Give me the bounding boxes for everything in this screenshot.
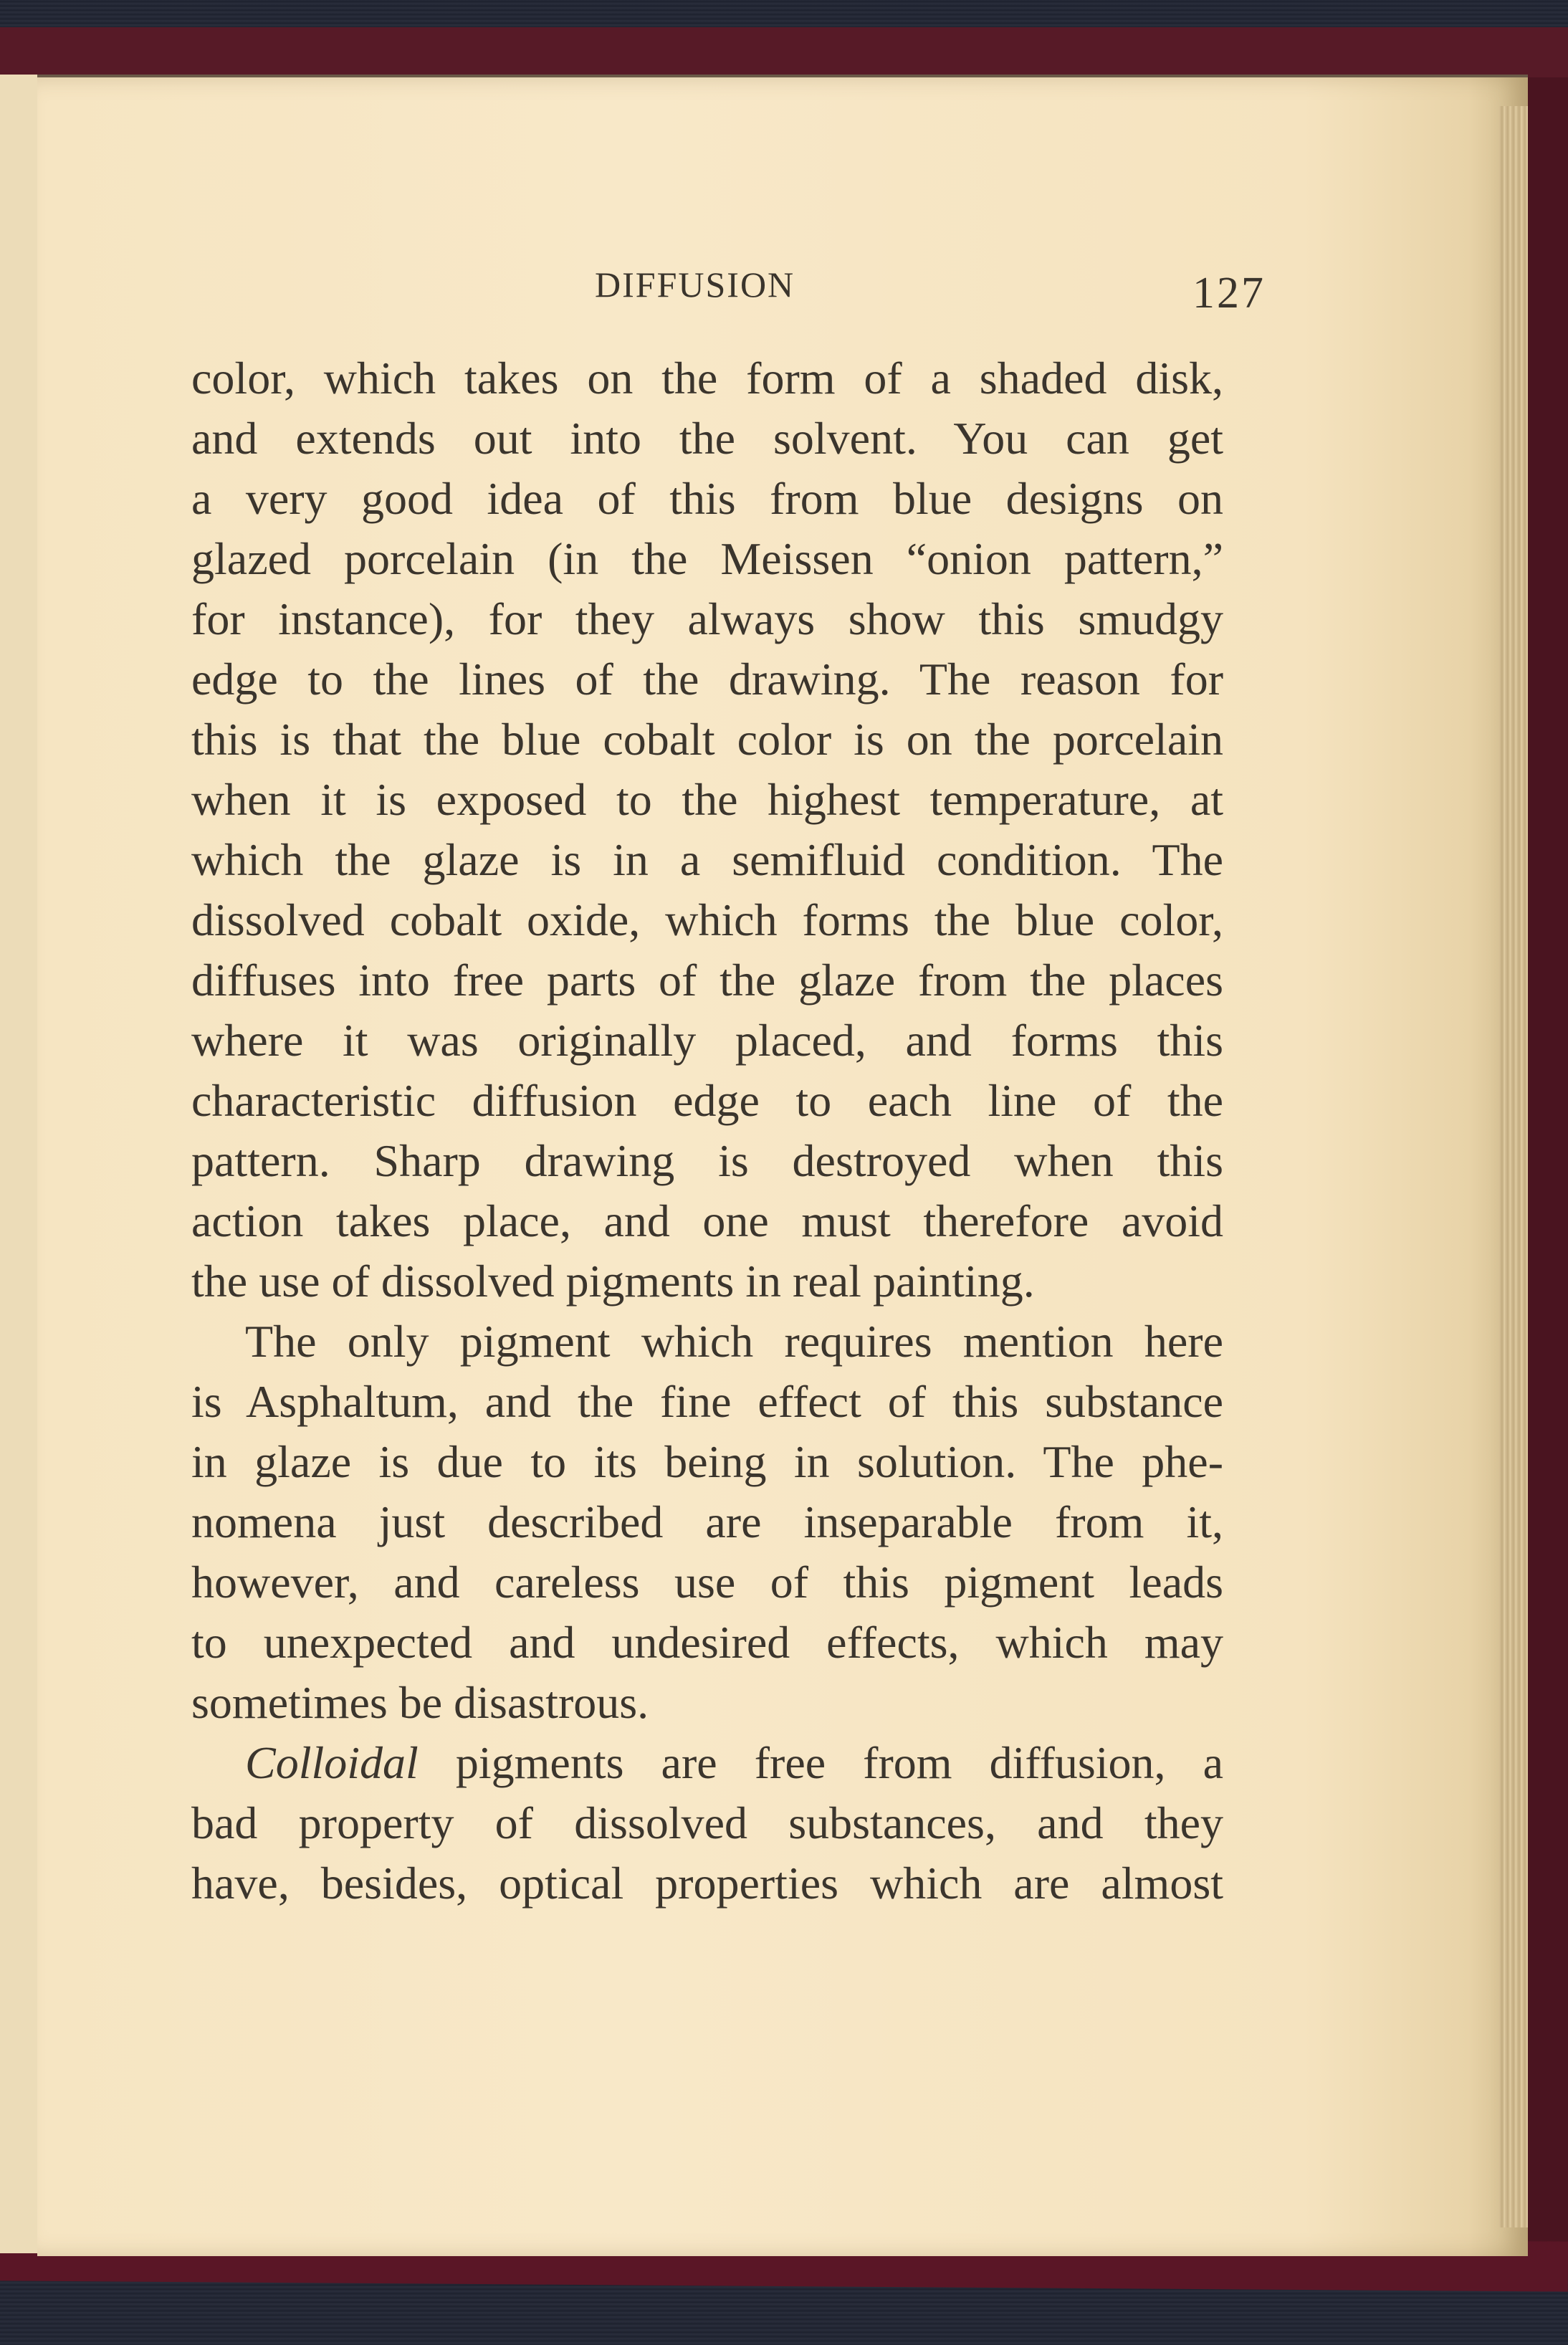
book-page [37, 75, 1528, 2256]
page-fore-edge [1499, 106, 1528, 2227]
text-line: diffuses into free parts of the glaze from the places [191, 955, 1223, 1006]
running-head [37, 264, 1528, 321]
italic-term: Colloidal [245, 1737, 419, 1788]
text-line: glazed porcelain (in the Meissen “onion pattern,” [191, 533, 1223, 584]
text-line: in glaze is due to its being in solution. The phe- [191, 1436, 1223, 1487]
text-line: to unexpected and undesired effects, which may [191, 1617, 1223, 1668]
text-line: however, and careless use of this pigment leads [191, 1557, 1223, 1608]
text-line: for instance), for they always show this smudgy [191, 593, 1223, 644]
text-line: action takes place, and one must therefore avoid [191, 1195, 1223, 1246]
text-line: and extends out into the solvent. You can get [191, 413, 1223, 464]
text-line: characteristic diffusion edge to each line of the [191, 1075, 1223, 1126]
text-line: have, besides, optical properties which are almost [191, 1858, 1223, 1909]
text-line: is Asphaltum, and the fine effect of this substance [191, 1376, 1223, 1427]
paragraph-start-line [191, 1733, 1223, 1793]
cover-top-edge [0, 27, 1568, 77]
running-title: DIFFUSION [595, 264, 795, 305]
text-line: color, which takes on the form of a shaded disk, [191, 353, 1223, 403]
text-line: when it is exposed to the highest temperature, at [191, 774, 1223, 825]
text-line: bad property of dissolved substances, and they [191, 1797, 1223, 1848]
text-line: where it was originally placed, and forms this [191, 1015, 1223, 1066]
facing-page-edge [0, 75, 39, 2253]
text-line: which the glaze is in a semifluid condition. The [191, 834, 1223, 885]
text-line: this is that the blue cobalt color is on the porcelain [191, 714, 1223, 765]
text-line: edge to the lines of the drawing. The reason for [191, 654, 1223, 705]
text-line: the use of dissolved pigments in real painting. [191, 1256, 1035, 1307]
text-line: nomena just described are inseparable from it, [191, 1496, 1223, 1547]
paragraph-start-line: The only pigment which requires mention here [245, 1316, 1223, 1367]
text-line: sometimes be disastrous. [191, 1677, 649, 1728]
text-fragment: pigments are free from diffusion, a [418, 1737, 1223, 1788]
page-number: 127 [1192, 269, 1266, 317]
text-line: pattern. Sharp drawing is destroyed when this [191, 1135, 1223, 1186]
text-line: a very good idea of this from blue designs on [191, 473, 1223, 524]
text-line: dissolved cobalt oxide, which forms the blue color, [191, 894, 1223, 945]
body-text [191, 348, 1223, 1914]
